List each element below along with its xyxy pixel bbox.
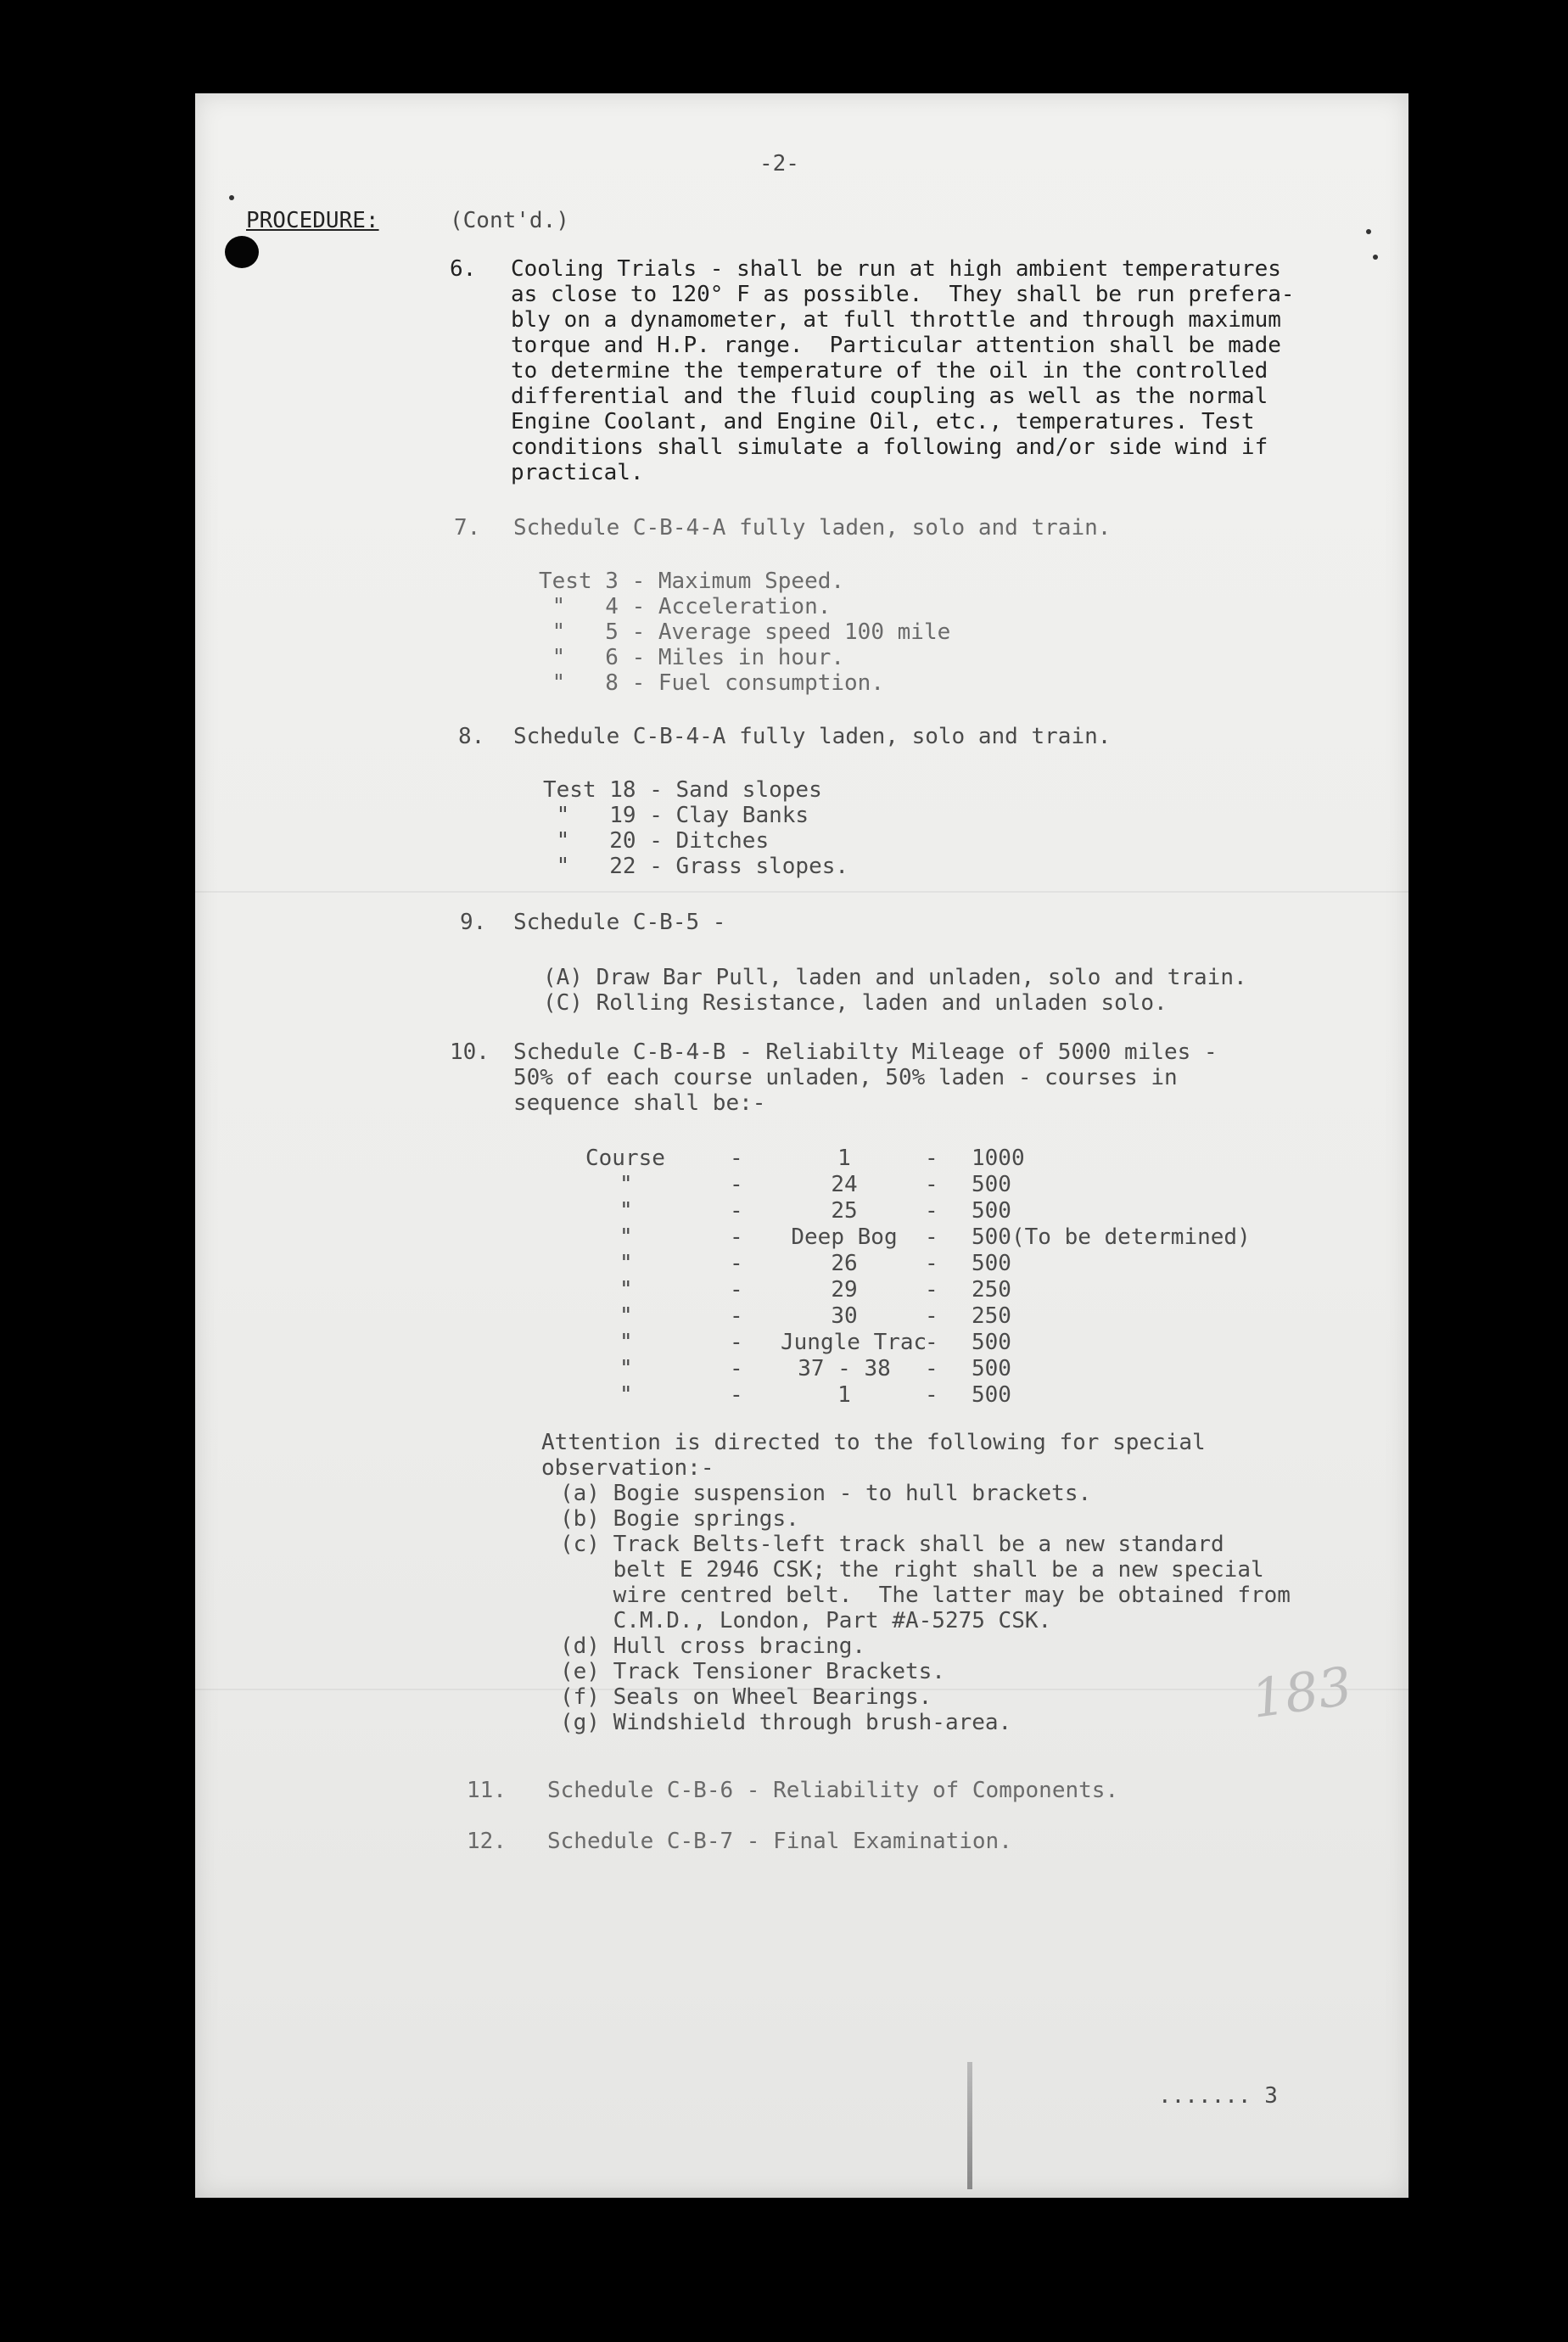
test-line: " 8 - Fuel consumption. bbox=[539, 670, 884, 696]
test-line: " 6 - Miles in hour. bbox=[539, 645, 845, 670]
observation-line: (a) Bogie suspension - to hull brackets. bbox=[560, 1481, 1092, 1506]
course-miles: 500 bbox=[972, 1172, 1011, 1197]
course-label: " bbox=[619, 1224, 633, 1250]
course-dash: - bbox=[925, 1172, 938, 1197]
course-label: Course bbox=[585, 1146, 665, 1171]
procedure-contd: (Cont'd.) bbox=[450, 208, 569, 233]
course-dash: - bbox=[925, 1330, 938, 1355]
course-name: 37 - 38 bbox=[798, 1356, 891, 1381]
course-dash: - bbox=[730, 1251, 743, 1276]
item-8-tests bbox=[543, 777, 848, 879]
course-dash: - bbox=[730, 1224, 743, 1250]
item-6-line: Cooling Trials - shall be run at high ambient temperatures bbox=[511, 256, 1281, 282]
course-name: 30 bbox=[831, 1303, 858, 1329]
attention-line: observation:- bbox=[541, 1455, 714, 1481]
item-8-number: 8. bbox=[458, 724, 485, 749]
course-label: " bbox=[619, 1356, 633, 1381]
observation-line: (f) Seals on Wheel Bearings. bbox=[560, 1684, 932, 1710]
test-line: " 4 - Acceleration. bbox=[539, 594, 832, 619]
course-name: 24 bbox=[831, 1172, 858, 1197]
item-6-line: torque and H.P. range. Particular attention shall be made bbox=[511, 333, 1281, 358]
course-miles: 500(To be determined) bbox=[972, 1224, 1251, 1250]
ink-speck bbox=[229, 195, 234, 200]
course-dash: - bbox=[730, 1198, 743, 1224]
course-dash: - bbox=[730, 1172, 743, 1197]
document-page bbox=[195, 93, 1408, 2198]
test-line: Test 3 - Maximum Speed. bbox=[539, 569, 845, 594]
test-line: " 22 - Grass slopes. bbox=[543, 854, 849, 879]
course-label: " bbox=[619, 1251, 633, 1276]
test-line: " 19 - Clay Banks bbox=[543, 803, 809, 828]
item-7-title: Schedule C-B-4-A fully laden, solo and train. bbox=[513, 515, 1112, 541]
item-6-line: as close to 120° F as possible. They shall be run prefera- bbox=[511, 282, 1295, 307]
course-name: 26 bbox=[831, 1251, 858, 1276]
course-label: " bbox=[619, 1198, 633, 1224]
course-name: 25 bbox=[831, 1198, 858, 1224]
test-line: " 5 - Average speed 100 mile bbox=[539, 619, 951, 645]
item-6-line: bly on a dynamometer, at full throttle and through maximum bbox=[511, 307, 1281, 333]
item-7-number: 7. bbox=[454, 515, 481, 541]
course-name: Deep Bog bbox=[791, 1224, 898, 1250]
item-9-number: 9. bbox=[460, 910, 487, 935]
observation-line: C.M.D., London, Part #A-5275 CSK. bbox=[560, 1608, 1052, 1633]
observation-line: (e) Track Tensioner Brackets. bbox=[560, 1659, 945, 1684]
ink-speck bbox=[1373, 255, 1378, 260]
course-dash: - bbox=[730, 1356, 743, 1381]
subitem-line: (C) Rolling Resistance, laden and unladen solo. bbox=[543, 990, 1168, 1016]
course-miles: 1000 bbox=[972, 1146, 1025, 1171]
item-9-subitems bbox=[543, 965, 1247, 1016]
course-dash: - bbox=[925, 1382, 938, 1408]
course-name: Jungle Trac bbox=[781, 1330, 927, 1355]
item-10-line: 50% of each course unladen, 50% laden - courses in bbox=[513, 1065, 1178, 1090]
continuation-marker: ....... 3 bbox=[1158, 2083, 1278, 2109]
course-label: " bbox=[619, 1303, 633, 1329]
item-10-number: 10. bbox=[450, 1039, 490, 1065]
item-9-title: Schedule C-B-5 - bbox=[513, 910, 726, 935]
paper-tear bbox=[967, 2062, 972, 2189]
course-dash: - bbox=[925, 1146, 938, 1171]
item-11-title: Schedule C-B-6 - Reliability of Components. bbox=[547, 1778, 1119, 1803]
item-6-line: Engine Coolant, and Engine Oil, etc., temperatures. Test bbox=[511, 409, 1255, 434]
observation-line: (d) Hull cross bracing. bbox=[560, 1633, 866, 1659]
course-label: " bbox=[619, 1172, 633, 1197]
subitem-line: (A) Draw Bar Pull, laden and unladen, solo and train. bbox=[543, 965, 1247, 990]
course-miles: 500 bbox=[972, 1251, 1011, 1276]
item-12-title: Schedule C-B-7 - Final Examination. bbox=[547, 1829, 1012, 1854]
item-11-number: 11. bbox=[467, 1778, 507, 1803]
item-6-line: to determine the temperature of the oil in the controlled bbox=[511, 358, 1268, 384]
item-6-line: conditions shall simulate a following and/or side wind if bbox=[511, 434, 1268, 460]
item-6-text bbox=[511, 256, 1295, 485]
course-dash: - bbox=[925, 1251, 938, 1276]
test-line: " 20 - Ditches bbox=[543, 828, 770, 854]
test-line: Test 18 - Sand slopes bbox=[543, 777, 822, 803]
attention-line: Attention is directed to the following for special bbox=[541, 1430, 1206, 1455]
page-number: -2- bbox=[759, 151, 799, 176]
attention-text bbox=[541, 1430, 1206, 1481]
course-dash: - bbox=[925, 1198, 938, 1224]
observation-list bbox=[560, 1481, 1291, 1735]
item-7-tests bbox=[539, 569, 950, 696]
ink-speck bbox=[1366, 229, 1371, 234]
course-dash: - bbox=[730, 1303, 743, 1329]
paper-crease bbox=[195, 891, 1408, 893]
course-dash: - bbox=[730, 1277, 743, 1303]
course-name: 1 bbox=[837, 1382, 851, 1408]
course-name: 1 bbox=[837, 1146, 851, 1171]
item-10-line: Schedule C-B-4-B - Reliabilty Mileage of 5000 miles - bbox=[513, 1039, 1218, 1065]
course-dash: - bbox=[925, 1303, 938, 1329]
course-dash: - bbox=[925, 1277, 938, 1303]
course-dash: - bbox=[925, 1224, 938, 1250]
item-6-number: 6. bbox=[450, 256, 477, 282]
course-miles: 500 bbox=[972, 1382, 1011, 1408]
course-miles: 500 bbox=[972, 1330, 1011, 1355]
course-miles: 500 bbox=[972, 1356, 1011, 1381]
item-10-text bbox=[513, 1039, 1218, 1116]
course-label: " bbox=[619, 1382, 633, 1408]
course-miles: 250 bbox=[972, 1303, 1011, 1329]
observation-line: wire centred belt. The latter may be obtained from bbox=[560, 1583, 1291, 1608]
course-dash: - bbox=[730, 1382, 743, 1408]
course-dash: - bbox=[730, 1146, 743, 1171]
handwritten-page-mark: 183 bbox=[1247, 1655, 1356, 1730]
item-6-line: differential and the fluid coupling as well as the normal bbox=[511, 384, 1268, 409]
course-miles: 250 bbox=[972, 1277, 1011, 1303]
observation-line: (c) Track Belts-left track shall be a new standard bbox=[560, 1532, 1224, 1557]
item-6-line: practical. bbox=[511, 460, 644, 485]
punch-hole bbox=[225, 236, 259, 268]
course-name: 29 bbox=[831, 1277, 858, 1303]
course-label: " bbox=[619, 1330, 633, 1355]
item-8-title: Schedule C-B-4-A fully laden, solo and train. bbox=[513, 724, 1112, 749]
course-miles: 500 bbox=[972, 1198, 1011, 1224]
procedure-heading: PROCEDURE: bbox=[246, 208, 379, 233]
course-dash: - bbox=[925, 1356, 938, 1381]
item-12-number: 12. bbox=[467, 1829, 507, 1854]
observation-line: belt E 2946 CSK; the right shall be a new special bbox=[560, 1557, 1264, 1583]
item-10-line: sequence shall be:- bbox=[513, 1090, 766, 1116]
course-label: " bbox=[619, 1277, 633, 1303]
observation-line: (b) Bogie springs. bbox=[560, 1506, 799, 1532]
observation-line: (g) Windshield through brush-area. bbox=[560, 1710, 1012, 1735]
course-dash: - bbox=[730, 1330, 743, 1355]
